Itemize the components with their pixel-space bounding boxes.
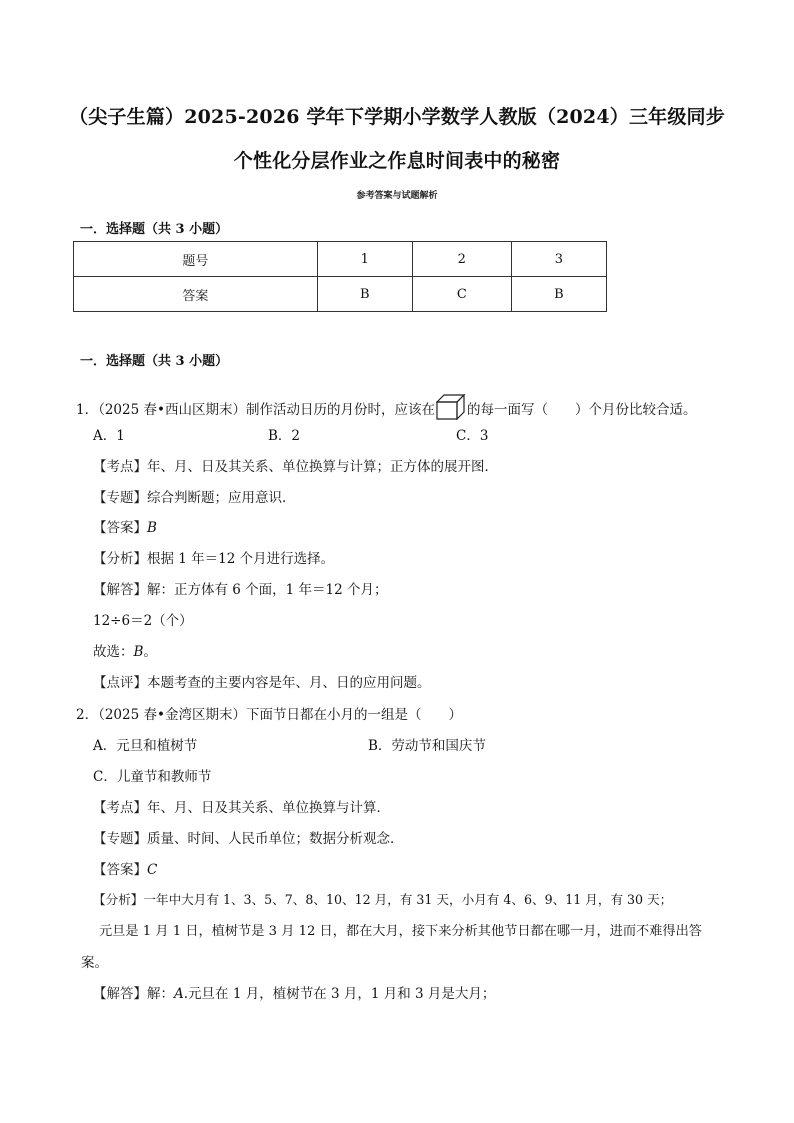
jieda-prefix: 解： — [147, 986, 174, 1002]
table-cell: 2 — [412, 242, 511, 277]
question-2-zhuanti — [93, 827, 404, 847]
table-row — [74, 242, 607, 277]
fenxi-text: 根据 1 年＝12 个月进行选择。 — [147, 551, 335, 567]
table-row — [74, 277, 607, 312]
answer-table — [73, 241, 607, 312]
label-fenxi: 【分析】 — [93, 551, 147, 567]
table-cell: B — [511, 277, 606, 312]
question-1-stem-after: 的每一面写（ ）个月份比较合适。 — [466, 402, 697, 418]
conclusion-end: 。 — [143, 644, 157, 660]
question-1-conclusion — [93, 640, 157, 660]
section-heading-answers: 一．选择题（共 3 小题） — [80, 222, 229, 237]
label-kaodian: 【考点】 — [93, 459, 147, 475]
question-1-option-a: A．1 — [93, 428, 125, 444]
question-1-fenxi — [93, 547, 334, 567]
conclusion-value: B — [133, 644, 144, 660]
question-2-fenxi — [93, 889, 672, 908]
question-2-option-b: B．劳动节和国庆节 — [368, 738, 486, 754]
section-heading-questions: 一．选择题（共 3 小题） — [80, 354, 229, 369]
jieda-text: 解：正方体有 6 个面，1 年＝12 个月； — [147, 582, 388, 598]
answer-value: B — [147, 520, 157, 536]
cube-icon — [436, 394, 466, 420]
question-2-option-a: A．元旦和植树节 — [93, 738, 198, 754]
zhuanti-text: 综合判断题；应用意识． — [147, 490, 296, 506]
fenxi-text: 一年中大月有 1、3、5、7、8、10、12 月，有 31 天，小月有 4、6、9、11 月，有 30 天； — [143, 892, 673, 907]
question-1-calculation: 12÷6＝2（个） — [93, 613, 193, 629]
conclusion-text: 故选： — [93, 644, 134, 660]
table-cell: 3 — [511, 242, 606, 277]
question-1-dianping — [93, 671, 431, 691]
document-subtitle: 参考答案与试题解析 — [356, 191, 438, 201]
question-1-zhuanti — [93, 486, 296, 506]
table-cell: C — [412, 277, 511, 312]
question-2-fenxi-continued: 元旦是 1 月 1 日，植树节是 3 月 12 日，都在大月，接下来分析其他节日都在哪一月，进而不难得出答 — [99, 924, 702, 939]
kaodian-text: 年、月、日及其关系、单位换算与计算；正方体的展开图． — [147, 459, 498, 475]
dianping-text: 本题考查的主要内容是年、月、日的应用问题。 — [147, 675, 431, 691]
table-cell: B — [317, 277, 412, 312]
question-1-stem — [76, 394, 696, 420]
label-kaodian: 【考点】 — [93, 800, 147, 816]
kaodian-text: 年、月、日及其关系、单位换算与计算． — [147, 800, 390, 816]
question-2-answer — [93, 858, 157, 878]
question-1-answer — [93, 516, 157, 536]
question-2-kaodian — [93, 796, 390, 816]
question-1-kaodian — [93, 455, 498, 475]
question-1-jieda — [93, 578, 388, 598]
question-1-option-c: C．3 — [456, 428, 489, 444]
table-cell: 答案 — [74, 277, 318, 312]
jieda-option-letter: A — [174, 986, 184, 1002]
jieda-text: .元旦在 1 月，植树节在 3 月，1 月和 3 月是大月； — [183, 986, 496, 1002]
document-title-line1: （尖子生篇）2025-2026 学年下学期小学数学人教版（2024）三年级同步 — [69, 106, 725, 128]
label-daan: 【答案】 — [93, 862, 147, 878]
label-zhuanti: 【专题】 — [93, 490, 147, 506]
table-cell: 题号 — [74, 242, 318, 277]
question-2-fenxi-end: 案。 — [81, 955, 108, 971]
question-1-stem-before: 1．（2025 春•西山区期末）制作活动日历的月份时，应该在 — [76, 402, 435, 418]
question-2-stem: 2．（2025 春•金湾区期末）下面节日都在小月的一组是（ ） — [76, 707, 462, 723]
question-1-option-b: B．2 — [268, 428, 301, 444]
label-fenxi: 【分析】 — [93, 892, 144, 907]
document-title-line2: 个性化分层作业之作息时间表中的秘密 — [233, 150, 561, 172]
label-jieda: 【解答】 — [93, 986, 147, 1002]
question-2-option-c: C．儿童节和教师节 — [93, 769, 212, 785]
zhuanti-text: 质量、时间、人民币单位；数据分析观念． — [147, 831, 404, 847]
label-dianping: 【点评】 — [93, 675, 147, 691]
label-jieda: 【解答】 — [93, 582, 147, 598]
answer-value: C — [147, 862, 158, 878]
table-cell: 1 — [317, 242, 412, 277]
label-daan: 【答案】 — [93, 520, 147, 536]
question-2-jieda — [93, 982, 495, 1002]
label-zhuanti: 【专题】 — [93, 831, 147, 847]
